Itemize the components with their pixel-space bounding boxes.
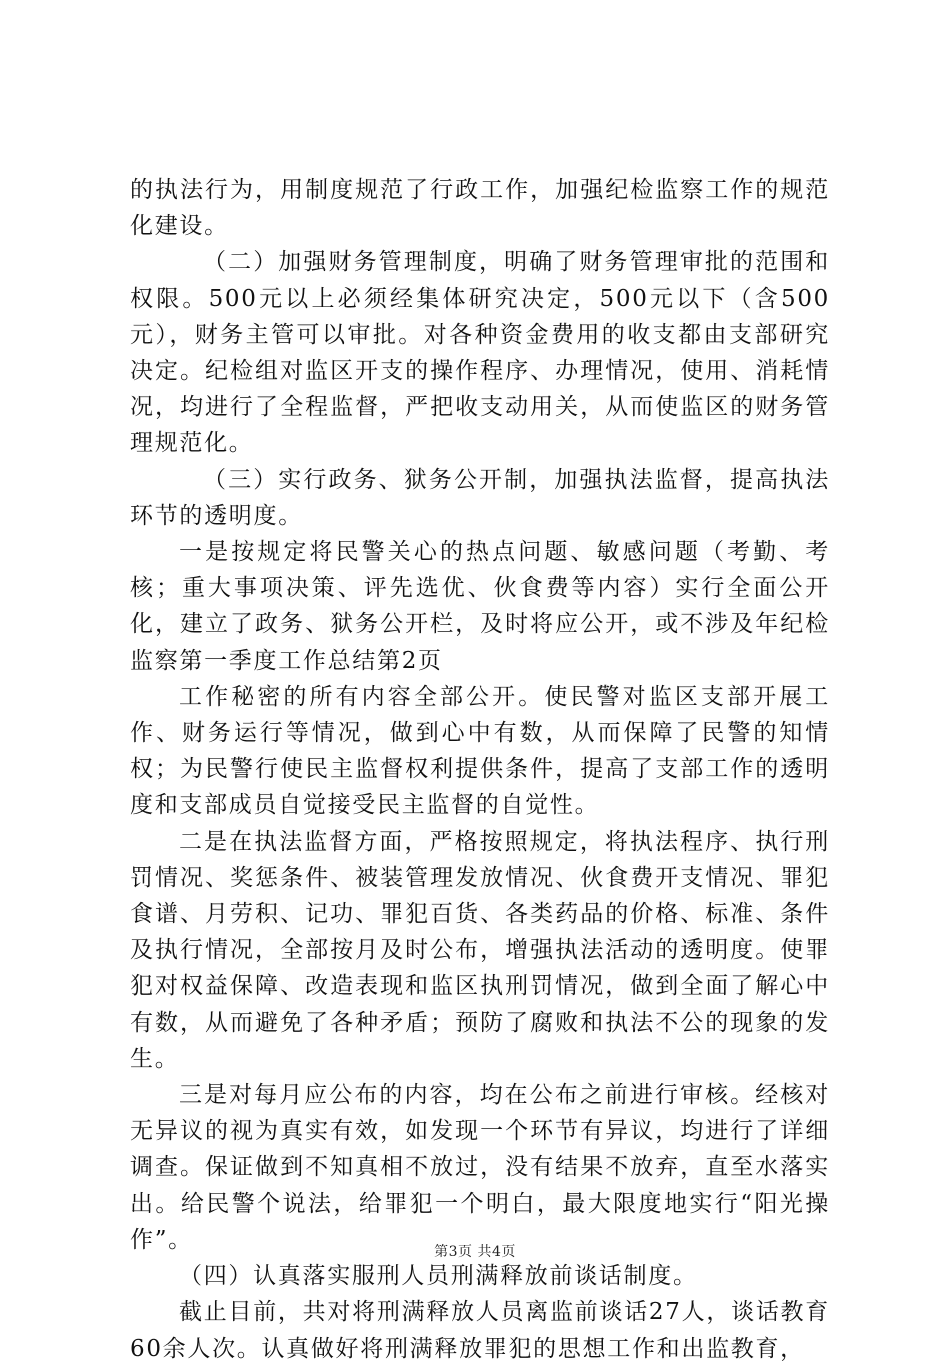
paragraph-item-1-cont: 工作秘密的所有内容全部公开。使民警对监区支部开展工作、财务运行等情况，做到心中有数，从而保障了民警的知情权；为民警行使民主监督权利提供条件，提高了支部工作的透明度和支部成员自觉接受民主监督的自觉性。	[130, 683, 830, 819]
paragraph-item-3: 三是对每月应公布的内容，均在公布之前进行审核。经核对无异议的视为真实有效，如发现一个环节有异议，均进行了详细调查。保证做到不知真相不放过，没有结果不放弃，直至水落实出。给民警个说法，给罪犯一个明白，最大限度地实行“阳光操作”。	[130, 1082, 830, 1253]
page-footer: 第3页 共4页	[434, 1244, 516, 1260]
paragraph-continuation: 的执法行为，用制度规范了行政工作，加强纪检监察工作的规范化建设。	[130, 177, 830, 240]
paragraph-section-4: （四）认真落实服刑人员刑满释放前谈话制度。	[179, 1263, 698, 1290]
paragraph-item-1: 一是按规定将民警关心的热点问题、敏感问题（考勤、考核；重大事项决策、评先选优、伙食费等内容）实行全面公开化，建立了政务、狱务公开栏，及时将应公开，或不涉及年纪检监察第一季度工作总结第2页	[130, 539, 830, 674]
paragraph-section-4-body: 截止目前，共对将刑满释放人员离监前谈话27人，谈话教育60余人次。认真做好将刑满释放罪犯的思想工作和出监教育，	[130, 1299, 830, 1362]
document-body	[130, 172, 830, 1367]
paragraph-section-2: （二）加强财务管理制度，明确了财务管理审批的范围和权限。500元以上必须经集体研究决定，500元以下（含500元），财务主管可以审批。对各种资金费用的收支都由支部研究决定。纪检组对监区开支的操作程序、办理情况，使用、消耗情况，均进行了全程监督，严把收支动用关，从而使监区的财务管理规范化。	[130, 249, 830, 457]
paragraph-item-2: 二是在执法监督方面，严格按照规定，将执法程序、执行刑罚情况、奖惩条件、被装管理发放情况、伙食费开支情况、罪犯食谱、月劳积、记功、罪犯百货、各类药品的价格、标准、条件及执行情况，全部按月及时公布，增强执法活动的透明度。使罪犯对权益保障、改造表现和监区执刑罚情况，做到全面了解心中有数，从而避免了各种矛盾；预防了腐败和执法不公的现象的发生。	[130, 828, 830, 1072]
paragraph-section-3: （三）实行政务、狱务公开制，加强执法监督，提高执法环节的透明度。	[130, 466, 830, 529]
